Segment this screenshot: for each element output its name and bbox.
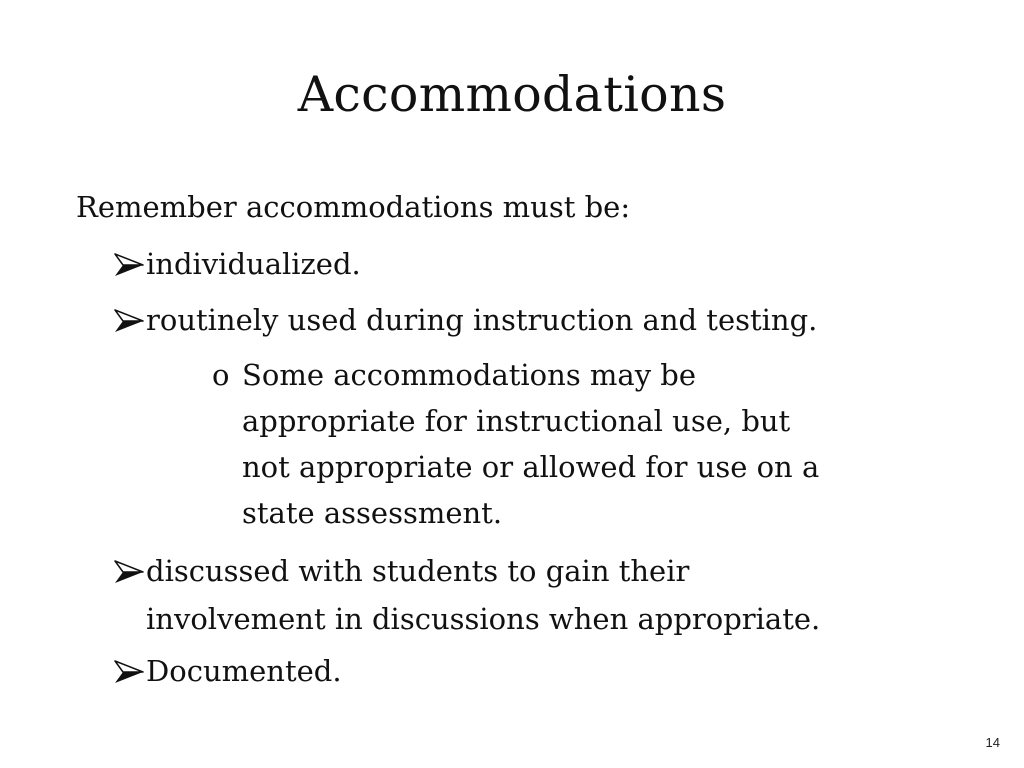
slide-title: Accommodations [297,66,727,123]
page-number: 14 [985,735,1000,750]
bullet-text: routinely used during instruction and testing. [146,303,818,337]
bullet-item [110,240,970,288]
sub-bullet-text: Some accommodations may be appropriate for instructional use, but not appropriate or allowed for use on a state assessment. [242,358,820,530]
sub-bullet-marker: o [212,358,230,392]
bullet-text: discussed with students to gain their involvement in discussions when appropriate. [146,554,821,636]
arrow-bullet-icon [110,240,146,288]
intro-text: Remember accommodations must be: [76,190,631,224]
bullet-item [110,296,970,344]
arrow-bullet-icon [110,296,146,344]
bullet-text: individualized. [146,247,361,281]
sub-bullet-item [212,352,932,536]
arrow-bullet-icon [110,547,146,595]
arrow-bullet-icon [110,647,146,695]
bullet-text: Documented. [146,654,342,688]
bullet-item [110,547,970,643]
bullet-item [110,647,970,695]
